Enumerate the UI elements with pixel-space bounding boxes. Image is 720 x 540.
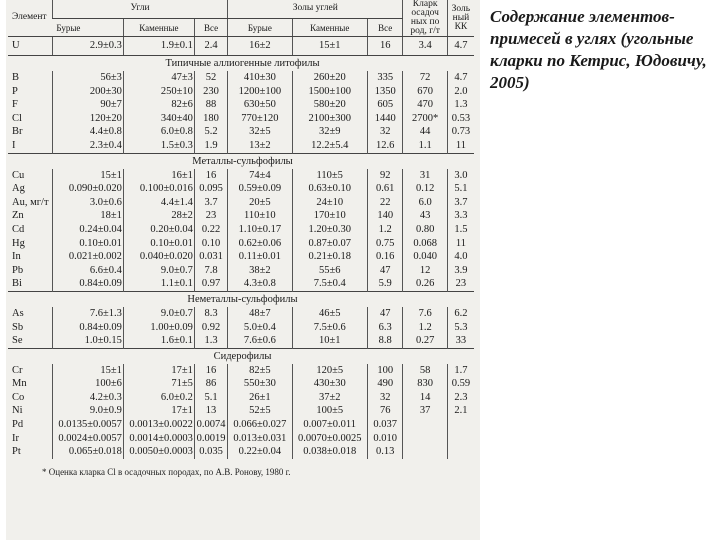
value-cell: 2.4 bbox=[194, 37, 227, 56]
value-cell: 15±1 bbox=[52, 364, 123, 378]
value-cell: 0.068 bbox=[403, 237, 447, 251]
value-cell: 12.6 bbox=[367, 139, 403, 153]
value-cell: 830 bbox=[403, 377, 447, 391]
value-cell: 11 bbox=[447, 139, 474, 153]
value-cell: 32±9 bbox=[292, 125, 367, 139]
value-cell: 6.0±0.8 bbox=[123, 125, 194, 139]
value-cell: 4.4±1.4 bbox=[123, 196, 194, 210]
element-symbol-cell: Sb bbox=[12, 321, 24, 333]
value-cell: 170±10 bbox=[292, 209, 367, 223]
element-symbol-cell: Pt bbox=[12, 446, 21, 458]
element-symbol-cell: I bbox=[12, 139, 16, 151]
element-symbol-cell: Au, мг/т bbox=[12, 196, 49, 208]
value-cell: 0.59±0.09 bbox=[228, 182, 292, 196]
value-cell: 0.10±0.01 bbox=[123, 237, 194, 251]
value-cell: 100±5 bbox=[292, 404, 367, 418]
table-row bbox=[8, 139, 474, 153]
footnote: * Оценка кларка Cl в осадочных породах, по А.В. Ронову, 1980 г. bbox=[42, 466, 291, 477]
element-symbol-cell: Ag bbox=[12, 183, 25, 195]
table-row bbox=[8, 377, 474, 391]
value-cell bbox=[447, 432, 474, 446]
value-cell: 56±3 bbox=[52, 71, 123, 85]
value-cell: 1.3 bbox=[194, 334, 227, 348]
table-row bbox=[8, 432, 474, 446]
value-cell: 9.0±0.7 bbox=[123, 307, 194, 321]
value-cell: 86 bbox=[194, 377, 227, 391]
value-cell: 0.0024±0.0057 bbox=[52, 432, 123, 446]
value-cell: 37±2 bbox=[292, 391, 367, 405]
table-row bbox=[8, 237, 474, 251]
value-cell: 31 bbox=[403, 169, 447, 183]
value-cell: 0.53 bbox=[447, 112, 474, 126]
value-cell: 5.2 bbox=[194, 125, 227, 139]
value-cell: 770±120 bbox=[228, 112, 292, 126]
value-cell: 38±2 bbox=[228, 264, 292, 278]
value-cell: 580±20 bbox=[292, 98, 367, 112]
value-cell: 2100±300 bbox=[292, 112, 367, 126]
value-cell: 13±2 bbox=[228, 139, 292, 153]
value-cell bbox=[447, 418, 474, 432]
value-cell: 52±5 bbox=[228, 404, 292, 418]
value-cell: 47 bbox=[367, 264, 403, 278]
element-symbol-cell: As bbox=[12, 307, 24, 319]
value-cell: 0.13 bbox=[367, 445, 403, 459]
value-cell: 1.10±0.17 bbox=[228, 223, 292, 237]
table-body bbox=[8, 37, 474, 459]
value-cell: 5.0±0.4 bbox=[228, 321, 292, 335]
value-cell: 7.6±1.3 bbox=[52, 307, 123, 321]
value-cell: 5.1 bbox=[194, 391, 227, 405]
value-cell: 110±5 bbox=[292, 169, 367, 183]
table-row bbox=[8, 71, 474, 85]
trace-elements-table bbox=[8, 0, 474, 459]
element-symbol-cell: B bbox=[12, 72, 20, 83]
value-cell: 47 bbox=[367, 307, 403, 321]
value-cell: 16 bbox=[367, 37, 403, 56]
element-symbol-cell: Bi bbox=[12, 278, 22, 290]
value-cell: 20±5 bbox=[228, 196, 292, 210]
table-row bbox=[8, 125, 474, 139]
value-cell: 0.010 bbox=[367, 432, 403, 446]
header-clarke: Кларк осадоч ных по род, г/т bbox=[403, 0, 447, 37]
element-symbol-cell: Hg bbox=[12, 237, 25, 249]
value-cell: 0.040±0.020 bbox=[123, 250, 194, 264]
element-symbol-cell: Co bbox=[12, 391, 25, 403]
value-cell: 200±30 bbox=[52, 85, 123, 99]
value-cell: 0.84±0.09 bbox=[52, 321, 123, 335]
value-cell: 0.035 bbox=[194, 445, 227, 459]
value-cell: 0.63±0.10 bbox=[292, 182, 367, 196]
value-cell: 180 bbox=[194, 112, 227, 126]
section-heading-row bbox=[8, 153, 474, 169]
value-cell: 28±2 bbox=[123, 209, 194, 223]
value-cell: 1350 bbox=[367, 85, 403, 99]
section-title: Неметаллы-сульфофилы bbox=[8, 291, 474, 307]
value-cell: 335 bbox=[367, 71, 403, 85]
value-cell: 0.040 bbox=[403, 250, 447, 264]
table-row bbox=[8, 445, 474, 459]
value-cell: 100±6 bbox=[52, 377, 123, 391]
value-cell: 1.2 bbox=[403, 321, 447, 335]
value-cell: 74±4 bbox=[228, 169, 292, 183]
value-cell: 8.8 bbox=[367, 334, 403, 348]
value-cell: 1.5 bbox=[447, 223, 474, 237]
element-symbol-cell: Cd bbox=[12, 223, 25, 235]
value-cell: 0.0050±0.0003 bbox=[123, 445, 194, 459]
value-cell: 5.1 bbox=[447, 182, 474, 196]
value-cell: 58 bbox=[403, 364, 447, 378]
header-row-group bbox=[8, 0, 474, 19]
value-cell: 82±5 bbox=[228, 364, 292, 378]
value-cell: 1.9 bbox=[194, 139, 227, 153]
value-cell: 230 bbox=[194, 85, 227, 99]
element-symbol-cell: Pd bbox=[12, 419, 24, 431]
value-cell bbox=[403, 418, 447, 432]
value-cell: 1.00±0.09 bbox=[123, 321, 194, 335]
value-cell: 52 bbox=[194, 71, 227, 85]
table-row bbox=[8, 196, 474, 210]
value-cell: 6.0±0.2 bbox=[123, 391, 194, 405]
value-cell: 33 bbox=[447, 334, 474, 348]
table-row bbox=[8, 321, 474, 335]
value-cell: 4.4±0.8 bbox=[52, 125, 123, 139]
value-cell: 7.6 bbox=[403, 307, 447, 321]
table-row bbox=[8, 391, 474, 405]
value-cell: 120±20 bbox=[52, 112, 123, 126]
value-cell: 17±1 bbox=[123, 364, 194, 378]
value-cell: 16±2 bbox=[228, 37, 292, 56]
element-symbol-cell: P bbox=[12, 85, 18, 97]
value-cell: 0.021±0.002 bbox=[52, 250, 123, 264]
value-cell: 430±30 bbox=[292, 377, 367, 391]
value-cell: 340±40 bbox=[123, 112, 194, 126]
value-cell: 0.12 bbox=[403, 182, 447, 196]
value-cell: 630±50 bbox=[228, 98, 292, 112]
value-cell: 100 bbox=[367, 364, 403, 378]
element-symbol-cell: U bbox=[8, 37, 52, 56]
value-cell: 3.7 bbox=[194, 196, 227, 210]
element-symbol-cell: Zn bbox=[12, 210, 24, 222]
value-cell: 0.97 bbox=[194, 277, 227, 291]
table-row bbox=[8, 223, 474, 237]
value-cell: 3.4 bbox=[403, 37, 447, 56]
table-row bbox=[8, 169, 474, 183]
value-cell: 7.5±0.4 bbox=[292, 277, 367, 291]
value-cell: 2.1 bbox=[447, 404, 474, 418]
value-cell: 1.20±0.30 bbox=[292, 223, 367, 237]
value-cell: 82±6 bbox=[123, 98, 194, 112]
value-cell: 23 bbox=[447, 277, 474, 291]
value-cell: 90±7 bbox=[52, 98, 123, 112]
value-cell: 9.0±0.7 bbox=[123, 264, 194, 278]
value-cell: 15±1 bbox=[52, 169, 123, 183]
value-cell: 10±1 bbox=[292, 334, 367, 348]
value-cell: 55±6 bbox=[292, 264, 367, 278]
value-cell: 7.5±0.6 bbox=[292, 321, 367, 335]
value-cell: 2700* bbox=[403, 112, 447, 126]
table-row bbox=[8, 209, 474, 223]
value-cell: 4.7 bbox=[447, 71, 474, 85]
value-cell: 550±30 bbox=[228, 377, 292, 391]
value-cell: 0.24±0.04 bbox=[52, 223, 123, 237]
table-row bbox=[8, 182, 474, 196]
value-cell: 120±5 bbox=[292, 364, 367, 378]
value-cell: 0.84±0.09 bbox=[52, 277, 123, 291]
value-cell: 470 bbox=[403, 98, 447, 112]
value-cell: 1.7 bbox=[447, 364, 474, 378]
value-cell: 71±5 bbox=[123, 377, 194, 391]
value-cell: 0.0019 bbox=[194, 432, 227, 446]
table-row bbox=[8, 418, 474, 432]
value-cell: 2.3 bbox=[447, 391, 474, 405]
value-cell: 3.3 bbox=[447, 209, 474, 223]
value-cell: 16 bbox=[194, 169, 227, 183]
element-symbol-cell: Ir bbox=[12, 432, 19, 444]
value-cell: 4.3±0.8 bbox=[228, 277, 292, 291]
section-heading-row bbox=[8, 56, 474, 72]
value-cell: 6.6±0.4 bbox=[52, 264, 123, 278]
value-cell: 1.5±0.3 bbox=[123, 139, 194, 153]
value-cell: 6.2 bbox=[447, 307, 474, 321]
value-cell bbox=[403, 432, 447, 446]
header-sub-brown-coal: Бурые bbox=[52, 19, 123, 37]
value-cell: 5.3 bbox=[447, 321, 474, 335]
table-row bbox=[8, 112, 474, 126]
table-row bbox=[8, 85, 474, 99]
value-cell: 0.87±0.07 bbox=[292, 237, 367, 251]
value-cell: 3.9 bbox=[447, 264, 474, 278]
value-cell: 0.16 bbox=[367, 250, 403, 264]
element-symbol-cell: Se bbox=[12, 335, 23, 347]
value-cell: 0.10 bbox=[194, 237, 227, 251]
value-cell: 0.10±0.01 bbox=[52, 237, 123, 251]
value-cell: 0.0135±0.0057 bbox=[52, 418, 123, 432]
value-cell: 46±5 bbox=[292, 307, 367, 321]
header-sub-all-coal: Все bbox=[194, 19, 227, 37]
value-cell: 43 bbox=[403, 209, 447, 223]
value-cell: 7.8 bbox=[194, 264, 227, 278]
element-symbol-cell: Pb bbox=[12, 264, 24, 276]
value-cell: 2.9±0.3 bbox=[52, 37, 123, 56]
value-cell: 4.0 bbox=[447, 250, 474, 264]
value-cell bbox=[447, 445, 474, 459]
value-cell: 26±1 bbox=[228, 391, 292, 405]
value-cell: 1.9±0.1 bbox=[123, 37, 194, 56]
element-symbol-cell: Cu bbox=[12, 169, 25, 181]
section-heading-row bbox=[8, 348, 474, 364]
value-cell: 15±1 bbox=[292, 37, 367, 56]
value-cell: 0.80 bbox=[403, 223, 447, 237]
value-cell: 0.61 bbox=[367, 182, 403, 196]
value-cell: 0.100±0.016 bbox=[123, 182, 194, 196]
value-cell: 24±10 bbox=[292, 196, 367, 210]
value-cell: 47±3 bbox=[123, 71, 194, 85]
value-cell: 13 bbox=[194, 404, 227, 418]
value-cell: 2.3±0.4 bbox=[52, 139, 123, 153]
value-cell: 76 bbox=[367, 404, 403, 418]
value-cell: 0.090±0.020 bbox=[52, 182, 123, 196]
value-cell: 32 bbox=[367, 125, 403, 139]
header-coals: Угли bbox=[52, 0, 227, 19]
value-cell: 2.0 bbox=[447, 85, 474, 99]
value-cell: 44 bbox=[403, 125, 447, 139]
value-cell: 3.0 bbox=[447, 169, 474, 183]
header-ash: Золы углей bbox=[228, 0, 403, 19]
value-cell: 12.2±5.4 bbox=[292, 139, 367, 153]
value-cell bbox=[403, 445, 447, 459]
value-cell: 48±7 bbox=[228, 307, 292, 321]
value-cell: 16±1 bbox=[123, 169, 194, 183]
value-cell: 140 bbox=[367, 209, 403, 223]
value-cell: 0.21±0.18 bbox=[292, 250, 367, 264]
value-cell: 4.7 bbox=[447, 37, 474, 56]
value-cell: 1.6±0.1 bbox=[123, 334, 194, 348]
value-cell: 0.066±0.027 bbox=[228, 418, 292, 432]
header-kk: Золь ный КК bbox=[447, 0, 474, 37]
header-sub-hard-ash: Каменные bbox=[292, 19, 367, 37]
value-cell: 0.038±0.018 bbox=[292, 445, 367, 459]
section-title: Типичные аллиогенные литофилы bbox=[8, 56, 474, 72]
value-cell: 23 bbox=[194, 209, 227, 223]
value-cell: 0.22±0.04 bbox=[228, 445, 292, 459]
value-cell: 32 bbox=[367, 391, 403, 405]
section-heading-row bbox=[8, 291, 474, 307]
value-cell: 0.0013±0.0022 bbox=[123, 418, 194, 432]
value-cell: 0.62±0.06 bbox=[228, 237, 292, 251]
value-cell: 7.6±0.6 bbox=[228, 334, 292, 348]
value-cell: 0.037 bbox=[367, 418, 403, 432]
value-cell: 0.26 bbox=[403, 277, 447, 291]
value-cell: 16 bbox=[194, 364, 227, 378]
value-cell: 0.22 bbox=[194, 223, 227, 237]
element-symbol-cell: F bbox=[12, 99, 18, 111]
value-cell: 1440 bbox=[367, 112, 403, 126]
value-cell: 14 bbox=[403, 391, 447, 405]
value-cell: 0.27 bbox=[403, 334, 447, 348]
value-cell: 5.9 bbox=[367, 277, 403, 291]
value-cell: 3.0±0.6 bbox=[52, 196, 123, 210]
value-cell: 670 bbox=[403, 85, 447, 99]
value-cell: 410±30 bbox=[228, 71, 292, 85]
value-cell: 12 bbox=[403, 264, 447, 278]
table-row bbox=[8, 277, 474, 291]
value-cell: 0.73 bbox=[447, 125, 474, 139]
value-cell: 0.11±0.01 bbox=[228, 250, 292, 264]
value-cell: 490 bbox=[367, 377, 403, 391]
header-sub-hard-coal: Каменные bbox=[123, 19, 194, 37]
value-cell: 1200±100 bbox=[228, 85, 292, 99]
value-cell: 0.75 bbox=[367, 237, 403, 251]
element-symbol-cell: In bbox=[12, 251, 21, 263]
value-cell: 1.0±0.15 bbox=[52, 334, 123, 348]
value-cell: 1.1 bbox=[403, 139, 447, 153]
value-cell: 11 bbox=[447, 237, 474, 251]
table-row bbox=[8, 37, 474, 56]
element-symbol-cell: Cl bbox=[12, 112, 22, 124]
slide-caption: Содержание элементов-примесей в углях (угольные кларки по Кетрис, Юдовичу, 2005) bbox=[490, 7, 707, 92]
value-cell: 0.013±0.031 bbox=[228, 432, 292, 446]
value-cell: 260±20 bbox=[292, 71, 367, 85]
value-cell: 0.0014±0.0003 bbox=[123, 432, 194, 446]
value-cell: 0.007±0.011 bbox=[292, 418, 367, 432]
table-row bbox=[8, 364, 474, 378]
table-row bbox=[8, 334, 474, 348]
element-symbol-cell: Br bbox=[12, 126, 23, 138]
value-cell: 18±1 bbox=[52, 209, 123, 223]
header-sub-all-ash: Все bbox=[367, 19, 403, 37]
value-cell: 0.59 bbox=[447, 377, 474, 391]
value-cell: 0.031 bbox=[194, 250, 227, 264]
value-cell: 3.7 bbox=[447, 196, 474, 210]
value-cell: 1.2 bbox=[367, 223, 403, 237]
value-cell: 6.0 bbox=[403, 196, 447, 210]
value-cell: 8.3 bbox=[194, 307, 227, 321]
header-sub-brown-ash: Бурые bbox=[228, 19, 292, 37]
header-element: Элемент bbox=[8, 0, 52, 37]
table-row bbox=[8, 264, 474, 278]
value-cell: 88 bbox=[194, 98, 227, 112]
value-cell: 72 bbox=[403, 71, 447, 85]
value-cell: 0.0074 bbox=[194, 418, 227, 432]
table-row bbox=[8, 307, 474, 321]
value-cell: 92 bbox=[367, 169, 403, 183]
value-cell: 605 bbox=[367, 98, 403, 112]
table-row bbox=[8, 404, 474, 418]
value-cell: 1.1±0.1 bbox=[123, 277, 194, 291]
value-cell: 250±10 bbox=[123, 85, 194, 99]
element-symbol-cell: Cr bbox=[12, 364, 23, 376]
value-cell: 110±10 bbox=[228, 209, 292, 223]
value-cell: 32±5 bbox=[228, 125, 292, 139]
value-cell: 0.92 bbox=[194, 321, 227, 335]
value-cell: 17±1 bbox=[123, 404, 194, 418]
value-cell: 1500±100 bbox=[292, 85, 367, 99]
value-cell: 22 bbox=[367, 196, 403, 210]
scanned-table-image bbox=[6, 0, 480, 540]
element-symbol-cell: Mn bbox=[12, 378, 27, 390]
value-cell: 1.3 bbox=[447, 98, 474, 112]
element-symbol-cell: Ni bbox=[12, 405, 23, 417]
value-cell: 0.20±0.04 bbox=[123, 223, 194, 237]
value-cell: 0.0070±0.0025 bbox=[292, 432, 367, 446]
section-title: Металлы-сульфофилы bbox=[8, 153, 474, 169]
value-cell: 0.095 bbox=[194, 182, 227, 196]
value-cell: 9.0±0.9 bbox=[52, 404, 123, 418]
table-row bbox=[8, 250, 474, 264]
table-row bbox=[8, 98, 474, 112]
value-cell: 37 bbox=[403, 404, 447, 418]
section-title: Сидерофилы bbox=[8, 348, 474, 364]
value-cell: 6.3 bbox=[367, 321, 403, 335]
value-cell: 4.2±0.3 bbox=[52, 391, 123, 405]
value-cell: 0.065±0.018 bbox=[52, 445, 123, 459]
